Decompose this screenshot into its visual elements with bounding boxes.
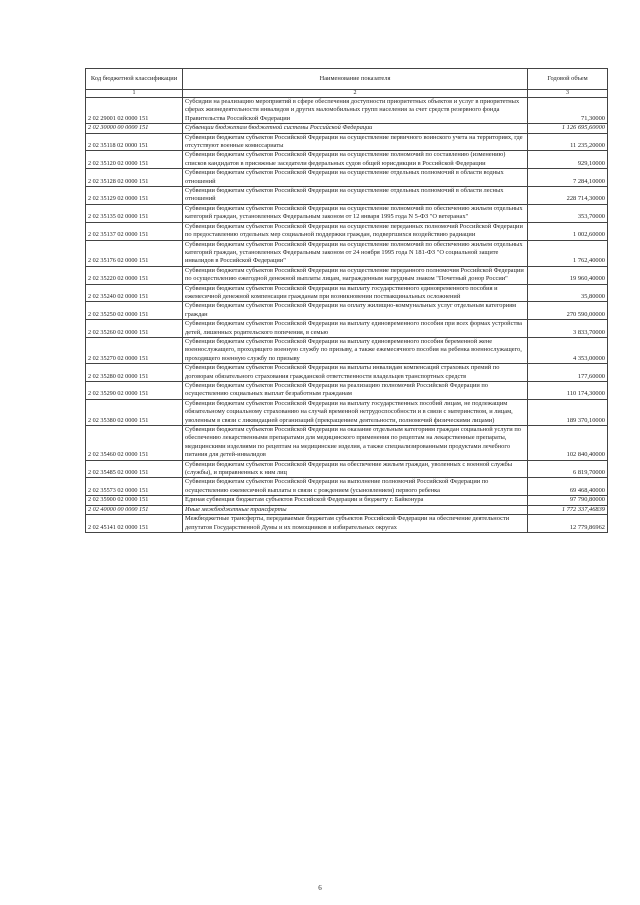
table-row: [86, 204, 608, 222]
amount-cell: 929,10000: [528, 151, 608, 169]
column-number: 1: [86, 90, 183, 98]
table-row: [86, 364, 608, 382]
table-row: [86, 478, 608, 496]
name-cell: Единая субвенция бюджетам субъектов Российской Федерации и бюджету г. Байконура: [183, 496, 528, 505]
code-cell: 2 02 35220 02 0000 151: [86, 266, 183, 284]
table-body: [86, 98, 608, 533]
code-cell: 2 02 35135 02 0000 151: [86, 204, 183, 222]
amount-cell: 270 590,00000: [528, 302, 608, 320]
table-row: [86, 187, 608, 205]
code-cell: 2 02 35900 02 0000 151: [86, 496, 183, 505]
name-cell: Субвенции бюджетам субъектов Российской Федерации на осуществление полномочий по обеспечению жильем отдельных категорий граждан, установленных Федеральным законом от 24 ноября 1995 года N 181-ФЗ "О социальной защите инвалидов в Российской Федерации": [183, 240, 528, 266]
amount-cell: 3 833,70000: [528, 320, 608, 338]
name-cell: Субвенции бюджетам субъектов Российской Федерации на выплату единовременного пособия беременной жене военнослужащего, проходящего военную службу по призыву, а также ежемесячного пособия на ребенка военнослужащего, проходящего военную службу по призыву: [183, 337, 528, 363]
amount-cell: 6 819,70000: [528, 460, 608, 478]
header-amount: Годовой объем: [528, 69, 608, 90]
name-cell: Субвенции бюджетам субъектов Российской Федерации на выплаты инвалидам компенсаций страховых премий по договорам обязательного страхования гражданской ответственности владельцев транспортных средств: [183, 364, 528, 382]
table-row: [86, 320, 608, 338]
code-cell: 2 02 35120 02 0000 151: [86, 151, 183, 169]
amount-cell: 4 353,00000: [528, 337, 608, 363]
name-cell: Межбюджетные трансферты, передаваемые бюджетам субъектов Российской Федерации на обеспечение деятельности депутатов Государственной Думы и их помощников в избирательных округах: [183, 515, 528, 533]
name-cell: Субвенции бюджетам субъектов Российской Федерации на осуществление переданного полномочия Российской Федерации по осуществлению ежегодной денежной выплаты лицам, награжденным нагрудным знаком "Почетный донор России": [183, 266, 528, 284]
amount-cell: 177,60000: [528, 364, 608, 382]
code-cell: 2 02 35176 02 0000 151: [86, 240, 183, 266]
amount-cell: 102 840,40000: [528, 426, 608, 461]
amount-cell: 19 960,40000: [528, 266, 608, 284]
name-cell: Субвенции бюджетам субъектов Российской Федерации на выплату государственных пособий лицам, не подлежащим обязательному социальному страхованию на случай временной нетрудоспособности и в связи с материнством, и лицам, уволенным в связи с ликвидацией организаций (прекращением деятельности, полномочий физическими лицами): [183, 399, 528, 425]
table-row: [86, 124, 608, 133]
amount-cell: 353,70000: [528, 204, 608, 222]
name-cell: Субвенции бюджетам субъектов Российской Федерации на осуществление первичного воинского учета на территориях, где отсутствуют военные комиссариаты: [183, 133, 528, 151]
budget-table: [85, 68, 608, 533]
table-row: [86, 337, 608, 363]
name-cell: Субвенции бюджетам субъектов Российской Федерации на осуществление полномочий по обеспечению жильем отдельных категорий граждан, установленных Федеральным законом от 12 января 1995 года N 5-ФЗ "О ветеранах": [183, 204, 528, 222]
code-cell: 2 02 35290 02 0000 151: [86, 382, 183, 400]
name-cell: Субвенции бюджетам бюджетной системы Российской Федерации: [183, 124, 528, 133]
code-cell: 2 02 35260 02 0000 151: [86, 320, 183, 338]
table-row: [86, 382, 608, 400]
code-cell: 2 02 35270 02 0000 151: [86, 337, 183, 363]
amount-cell: 1 762,40000: [528, 240, 608, 266]
name-cell: Субвенции бюджетам субъектов Российской Федерации на осуществление переданных полномочий Российской Федерации по предоставлению отдельных мер социальной поддержки граждан, подвергшихся воздействию радиации: [183, 222, 528, 240]
amount-cell: 228 714,30000: [528, 187, 608, 205]
code-cell: 2 02 35460 02 0000 151: [86, 426, 183, 461]
name-cell: Субвенции бюджетам субъектов Российской Федерации на обеспечение жильем граждан, уволенных с военной службы (службы), и приравненных к ним лиц: [183, 460, 528, 478]
code-cell: 2 02 35573 02 0000 151: [86, 478, 183, 496]
code-cell: 2 02 35250 02 0000 151: [86, 302, 183, 320]
table-row: [86, 98, 608, 124]
name-cell: Субвенции бюджетам субъектов Российской Федерации на выплату государственного единовременного пособия и ежемесячной денежной компенсации гражданам при возникновении поствакцинальных осложнений: [183, 284, 528, 302]
table-row: [86, 240, 608, 266]
name-cell: Субсидии на реализацию мероприятий в сфере обеспечения доступности приоритетных объектов и услуг в приоритетных сферах жизнедеятельности инвалидов и других маломобильных групп населения за счет средств резервного фонда Правительства Российской Федерации: [183, 98, 528, 124]
code-cell: 2 02 35118 02 0000 151: [86, 133, 183, 151]
code-cell: 2 02 35380 02 0000 151: [86, 399, 183, 425]
code-cell: 2 02 35128 02 0000 151: [86, 169, 183, 187]
table-row: [86, 302, 608, 320]
name-cell: Субвенции бюджетам субъектов Российской Федерации на осуществление полномочий по составлению (изменению) списков кандидатов в присяжные заседатели федеральных судов общей юрисдикции в Российской Федерации: [183, 151, 528, 169]
amount-cell: 110 174,30000: [528, 382, 608, 400]
table-row: [86, 460, 608, 478]
amount-cell: 97 790,80000: [528, 496, 608, 505]
table-row: [86, 496, 608, 505]
amount-cell: 1 126 695,60000: [528, 124, 608, 133]
name-cell: Иные межбюджетные трансферты: [183, 505, 528, 514]
name-cell: Субвенции бюджетам субъектов Российской Федерации на оказание отдельным категориям граждан социальной услуги по обеспечению лекарственными препаратами для медицинского применения по рецептам на лекарственные препараты, медицинскими изделиями по рецептам на медицинские изделия, а также специализированными продуктами лечебного питания для детей-инвалидов: [183, 426, 528, 461]
amount-cell: 1 002,60000: [528, 222, 608, 240]
name-cell: Субвенции бюджетам субъектов Российской Федерации на осуществление отдельных полномочий в области лесных отношений: [183, 187, 528, 205]
table-row: [86, 399, 608, 425]
code-cell: 2 02 35137 02 0000 151: [86, 222, 183, 240]
amount-cell: 7 284,10000: [528, 169, 608, 187]
name-cell: Субвенции бюджетам субъектов Российской Федерации на реализацию полномочий Российской Федерации по осуществлению социальных выплат безработным гражданам: [183, 382, 528, 400]
code-cell: 2 02 35485 02 0000 151: [86, 460, 183, 478]
name-cell: Субвенции бюджетам субъектов Российской Федерации на оплату жилищно-коммунальных услуг отдельным категориям граждан: [183, 302, 528, 320]
table-row: [86, 169, 608, 187]
code-cell: 2 02 45141 02 0000 151: [86, 515, 183, 533]
code-cell: 2 02 30000 00 0000 151: [86, 124, 183, 133]
table-row: [86, 426, 608, 461]
header-code: Код бюджетной классификации: [86, 69, 183, 90]
header-row: [86, 69, 608, 90]
amount-cell: 12 779,86962: [528, 515, 608, 533]
table-row: [86, 505, 608, 514]
budget-table-container: [85, 68, 607, 533]
table-row: [86, 284, 608, 302]
column-number: 3: [528, 90, 608, 98]
amount-cell: 69 468,40000: [528, 478, 608, 496]
code-cell: 2 02 35240 02 0000 151: [86, 284, 183, 302]
amount-cell: 71,30000: [528, 98, 608, 124]
table-row: [86, 266, 608, 284]
amount-cell: 35,80000: [528, 284, 608, 302]
header-name: Наименование показателя: [183, 69, 528, 90]
amount-cell: 11 235,20000: [528, 133, 608, 151]
amount-cell: 189 370,10000: [528, 399, 608, 425]
table-row: [86, 515, 608, 533]
page-number: 6: [318, 884, 322, 892]
code-cell: 2 02 29001 02 0000 151: [86, 98, 183, 124]
amount-cell: 1 772 337,46839: [528, 505, 608, 514]
name-cell: Субвенции бюджетам субъектов Российской Федерации на осуществление отдельных полномочий в области водных отношений: [183, 169, 528, 187]
column-number-row: [86, 90, 608, 98]
table-row: [86, 222, 608, 240]
code-cell: 2 02 40000 00 0000 151: [86, 505, 183, 514]
code-cell: 2 02 35280 02 0000 151: [86, 364, 183, 382]
code-cell: 2 02 35129 02 0000 151: [86, 187, 183, 205]
table-row: [86, 133, 608, 151]
name-cell: Субвенции бюджетам субъектов Российской Федерации на выплату единовременного пособия при всех формах устройства детей, лишенных родительского попечения, в семью: [183, 320, 528, 338]
column-number: 2: [183, 90, 528, 98]
name-cell: Субвенции бюджетам субъектов Российской Федерации на выполнение полномочий Российской Федерации по осуществлению ежемесячной выплаты в связи с рождением (усыновлением) первого ребенка: [183, 478, 528, 496]
table-row: [86, 151, 608, 169]
